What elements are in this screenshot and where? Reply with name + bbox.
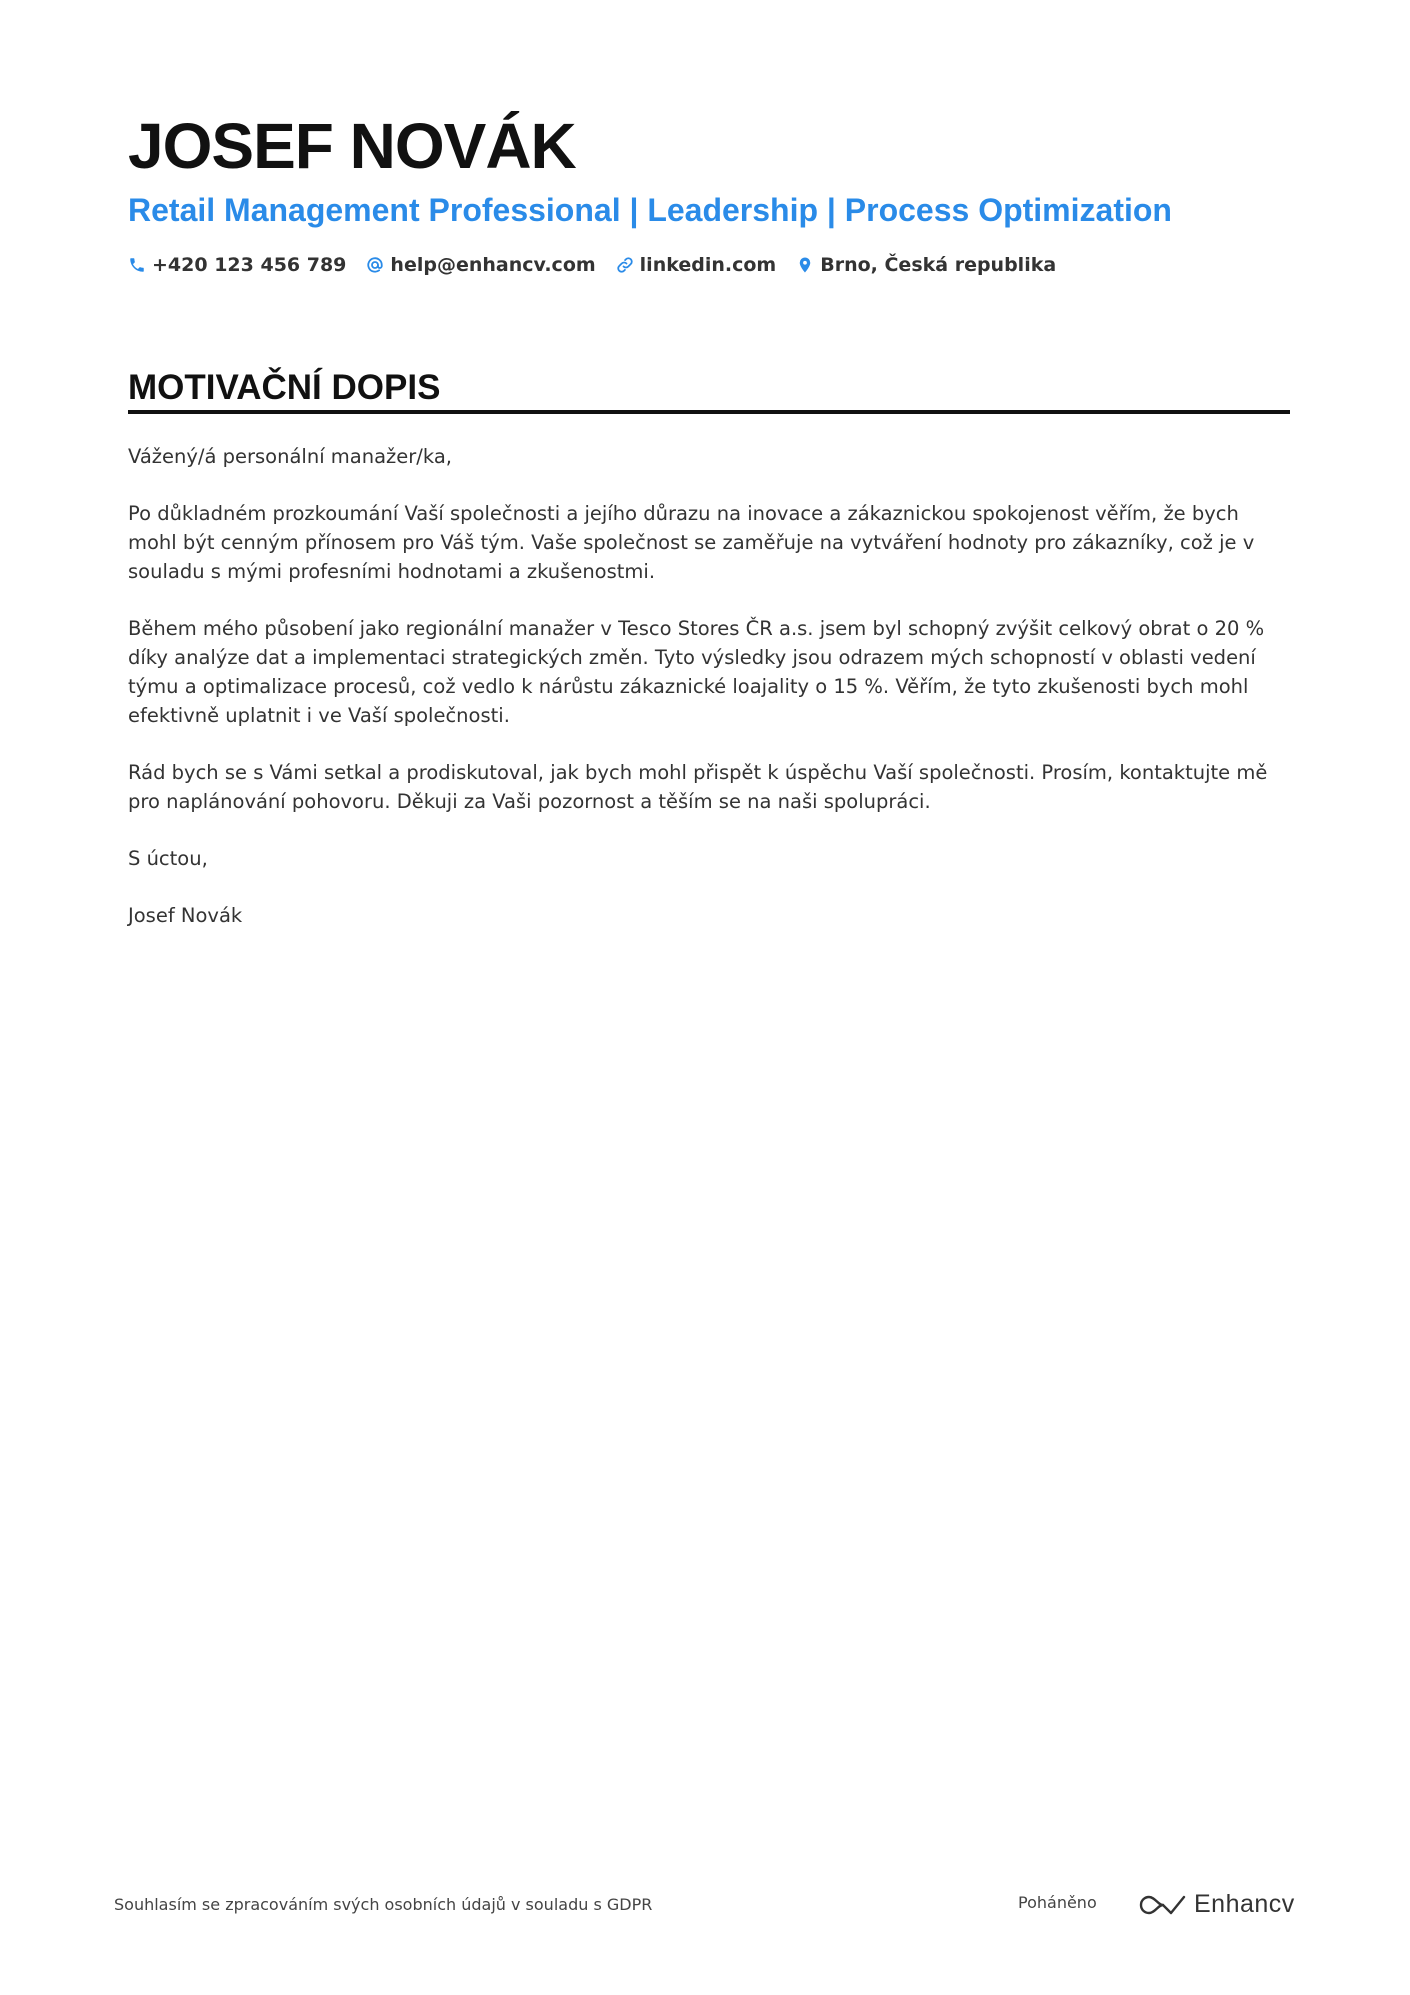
contact-phone-text: +420 123 456 789 — [152, 254, 347, 276]
candidate-name: JOSEF NOVÁK — [128, 110, 576, 182]
letter-signature: Josef Novák — [128, 904, 243, 927]
letter-closing: S úctou, — [128, 847, 208, 870]
contact-phone[interactable] — [128, 254, 346, 276]
contact-location-text: Brno, Česká republika — [820, 254, 1057, 276]
section-title: MOTIVAČNÍ DOPIS — [128, 368, 441, 407]
section-divider — [128, 410, 1290, 414]
letter-salutation: Vážený/á personální manažer/ka, — [128, 445, 452, 468]
enhancv-logo-icon — [1138, 1892, 1186, 1918]
contact-email[interactable] — [366, 254, 595, 276]
link-icon — [616, 256, 634, 274]
powered-by-label: Poháněno — [1018, 1893, 1097, 1912]
candidate-headline: Retail Management Professional | Leadership | Process Optimization — [128, 192, 1172, 228]
gdpr-consent: Souhlasím se zpracováním svých osobních údajů v souladu s GDPR — [114, 1895, 653, 1914]
location-pin-icon — [796, 256, 814, 274]
letter-body — [128, 442, 1290, 958]
phone-icon — [128, 256, 146, 274]
letter-paragraph: Po důkladném prozkoumání Vaší společnosti a jejího důrazu na inovace a zákaznickou spokojenost věřím, že bych mohl být cenným přínosem pro Váš tým. Vaše společnost se zaměřuje na vytváření hodnoty pro zákazníky, což je v souladu s mými profesními hodnotami a zkušenostmi. — [128, 502, 1255, 583]
letter-paragraph: Během mého působení jako regionální manažer v Tesco Stores ČR a.s. jsem byl schopný zvýšit celkový obrat o 20 % díky analýze dat a implementaci strategických změn. Tyto výsledky jsou odrazem mých schopností v oblasti vedení týmu a optimalizace procesů, což vedlo k nárůstu zákaznické loajality o 15 %. Věřím, že tyto zkušenosti bych mohl efektivně uplatnit i ve Vaší společnosti. — [128, 617, 1265, 727]
letter-paragraph: Rád bych se s Vámi setkal a prodiskutoval, jak bych mohl přispět k úspěchu Vaší společnosti. Prosím, kontaktujte mě pro naplánování pohovoru. Děkuji za Vaši pozornost a těším se na naši spolupráci. — [128, 761, 1268, 813]
at-icon — [366, 256, 384, 274]
contact-email-text: help@enhancv.com — [390, 254, 596, 276]
enhancv-brand-text: Enhancv — [1194, 1890, 1295, 1918]
contact-location — [796, 254, 1056, 276]
enhancv-logo[interactable] — [1138, 1890, 1295, 1919]
contact-bar — [128, 254, 1076, 276]
contact-linkedin-text: linkedin.com — [639, 254, 777, 276]
contact-linkedin[interactable] — [616, 254, 777, 276]
